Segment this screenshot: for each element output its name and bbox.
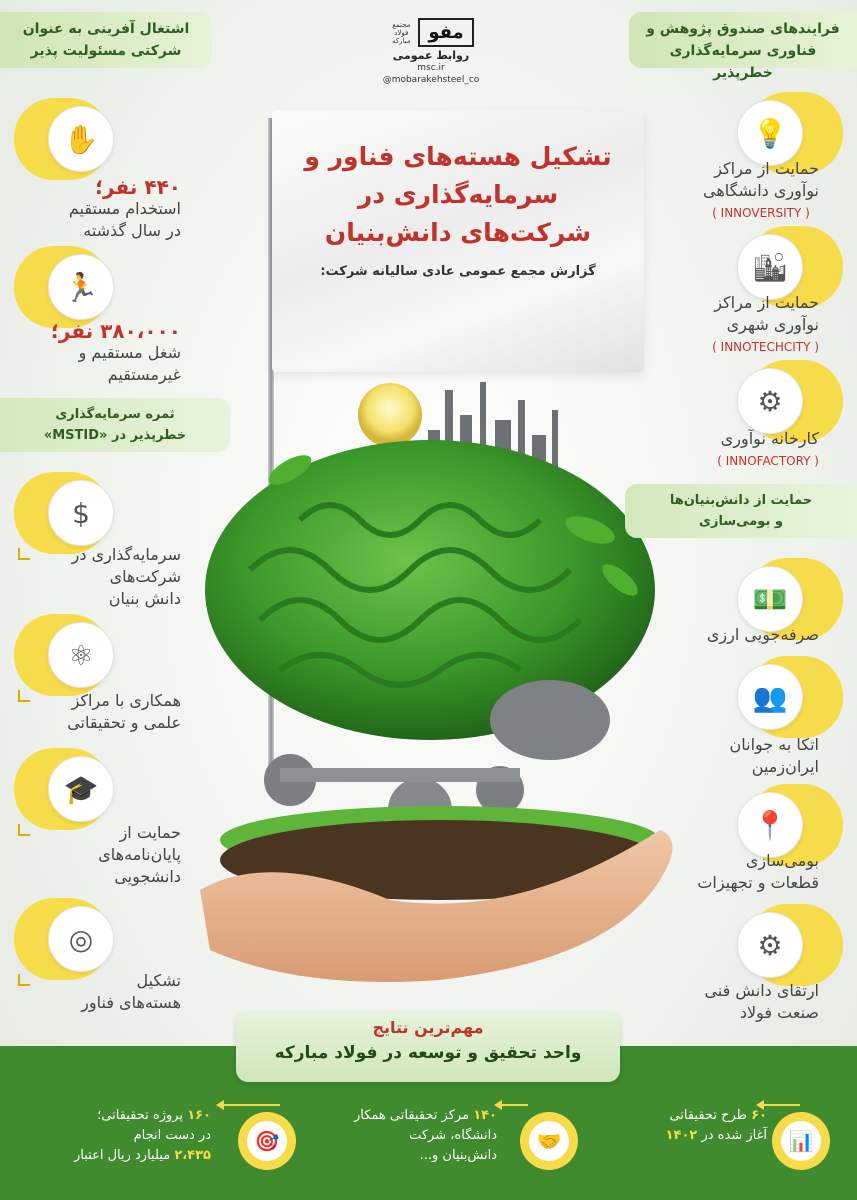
logo-site: msc.ir bbox=[417, 63, 445, 73]
bottom-item-3-num: ۱۶۰ bbox=[187, 1108, 211, 1123]
left-item-6 bbox=[81, 970, 181, 1014]
flag bbox=[272, 110, 644, 372]
bottom-item-1-line-2: آغاز شده در bbox=[701, 1128, 767, 1143]
right-pill-knowledge bbox=[625, 484, 857, 538]
target-gear-icon: 🎯 bbox=[247, 1121, 287, 1161]
bottom-item-1-num2: ۱۴۰۲ bbox=[665, 1128, 698, 1143]
left-bullet-5 bbox=[18, 824, 30, 836]
left-item-3-line-1: سرمایه‌گذاری در bbox=[71, 545, 181, 564]
right-item-2-en: ( INNOTECHCITY ) bbox=[712, 340, 819, 354]
flag-title-line-2: سرمایه‌گذاری در bbox=[357, 180, 559, 209]
left-pill-mstid bbox=[0, 398, 230, 452]
bottom-arrow-3 bbox=[220, 1104, 280, 1106]
left-item-1-line-1: استخدام مستقیم bbox=[68, 199, 181, 218]
bottom-item-1-line-1: طرح تحقیقاتی bbox=[669, 1108, 747, 1123]
left-bullet-4 bbox=[18, 690, 30, 702]
left-item-2-highlight: ۳۸۰،۰۰۰ نفر؛ bbox=[50, 319, 181, 343]
logo-handle: @mobarakehsteel_co bbox=[382, 75, 480, 85]
bottom-item-3-line-3: میلیارد ریال اعتبار bbox=[74, 1148, 171, 1163]
right-item-2-line-2: نوآوری شهری bbox=[726, 315, 819, 334]
graduation-bulb-icon: 💡 bbox=[737, 100, 803, 166]
left-item-6-line-1: تشکیل bbox=[136, 971, 181, 990]
gear-bulb-icon: ⚙ bbox=[737, 368, 803, 434]
left-item-1 bbox=[69, 176, 181, 242]
logo-small-text: مجتمع فولاد مبارکه bbox=[392, 20, 411, 45]
city-bulb-icon: 🏙 bbox=[737, 234, 803, 300]
right-pill-line-2: و بومی‌سازی bbox=[699, 514, 783, 529]
right-item-7-line-2: صنعت فولاد bbox=[739, 1003, 819, 1022]
bottom-item-3-num2: ۲،۴۳۵ bbox=[174, 1148, 211, 1163]
bottom-item-2-line-1: مرکز تحقیقاتی همکار bbox=[353, 1108, 470, 1123]
document-chart-icon: 📊 bbox=[781, 1121, 821, 1161]
handshake-icon: 🤝 bbox=[529, 1121, 569, 1161]
left-item-4 bbox=[67, 690, 181, 734]
bottom-item-2-line-2: دانشگاه، شرکت bbox=[409, 1128, 497, 1143]
right-item-4-line-1: صرفه‌جویی ارزی bbox=[706, 625, 819, 644]
banner-fund-processes: فرایندهای صندوق پژوهش و فناوری سرمایه‌گذاری خطرپذیر bbox=[629, 12, 857, 68]
banner-employment: اشتغال آفرینی به عنوان شرکتی مسئولیت پذیر bbox=[0, 12, 212, 68]
hand-coin-icon: 🎓 bbox=[48, 756, 114, 822]
flag-title-line-1: تشکیل هسته‌های فناور و bbox=[304, 142, 612, 171]
right-item-1-en: ( INNOVERSITY ) bbox=[712, 206, 810, 220]
right-item-3 bbox=[717, 428, 819, 472]
bottom-arrow-2 bbox=[498, 1104, 528, 1106]
results-box bbox=[236, 1012, 620, 1082]
flag-title-line-3: شرکت‌های دانش‌بنیان bbox=[324, 218, 592, 247]
left-item-4-line-2: علمی و تحقیقاتی bbox=[67, 713, 181, 732]
right-item-3-en: ( INNOFACTORY ) bbox=[717, 454, 819, 468]
target-gear-icon-wrap bbox=[238, 1112, 296, 1170]
money-icon: 💵 bbox=[737, 566, 803, 632]
left-item-4-line-1: همکاری با مراکز bbox=[71, 691, 181, 710]
left-item-3 bbox=[72, 544, 181, 610]
right-item-5-line-1: اتکا به جوانان bbox=[729, 735, 819, 754]
core-ring-icon: ◎ bbox=[48, 906, 114, 972]
results-title: مهم‌ترین نتایج bbox=[372, 1018, 484, 1037]
right-item-6-line-1: بومی‌سازی bbox=[745, 851, 819, 870]
left-item-5-line-1: حمایت از bbox=[119, 823, 181, 842]
company-logo bbox=[376, 18, 486, 94]
left-item-1-line-2: در سال گذشته bbox=[83, 221, 181, 240]
head-dollar-icon: $ bbox=[48, 480, 114, 546]
right-item-1 bbox=[703, 158, 819, 224]
right-item-2-line-1: حمایت از مراکز bbox=[714, 293, 819, 312]
bottom-item-3-line-2: در دست انجام bbox=[133, 1128, 211, 1143]
bottom-item-2-num: ۱۴۰ bbox=[473, 1108, 497, 1123]
left-item-5-line-2: پایان‌نامه‌های bbox=[98, 845, 181, 864]
right-item-3-line-1: کارخانه نوآوری bbox=[720, 429, 819, 448]
left-item-2-line-2: غیرمستقیم bbox=[107, 365, 181, 384]
iran-pin-icon: 📍 bbox=[737, 792, 803, 858]
left-bullet-3 bbox=[18, 548, 30, 560]
people-icon: 👥 bbox=[737, 664, 803, 730]
job-run-icon: 🏃 bbox=[48, 254, 114, 320]
right-item-5-line-2: ایران‌زمین bbox=[751, 757, 819, 776]
results-subtitle: واحد تحقیق و توسعه در فولاد مبارکه bbox=[274, 1043, 582, 1063]
left-item-6-line-2: هسته‌های فناور bbox=[81, 993, 181, 1012]
right-item-6 bbox=[697, 850, 819, 894]
light-bulb bbox=[358, 383, 422, 447]
bottom-item-research-projects bbox=[74, 1106, 211, 1166]
left-pill-line-2: خطرپذیر در «MSTID» bbox=[43, 428, 187, 443]
flag-subtitle: گزارش مجمع عمومی عادی سالیانه شرکت: bbox=[320, 264, 596, 279]
left-item-5 bbox=[98, 822, 181, 888]
collaboration-icon: ⚛ bbox=[48, 622, 114, 688]
logo-mark: مفو bbox=[418, 18, 473, 47]
right-item-1-line-2: نوآوری دانشگاهی bbox=[702, 181, 819, 200]
left-item-5-line-3: دانشجویی bbox=[114, 867, 181, 886]
right-item-2 bbox=[712, 292, 819, 358]
left-item-3-line-2: شرکت‌های bbox=[109, 567, 181, 586]
left-item-2-line-1: شغل مستقیم و bbox=[78, 343, 181, 362]
right-item-5 bbox=[730, 734, 820, 778]
document-chart-icon-wrap bbox=[772, 1112, 830, 1170]
bottom-item-3-line-1: پروژه تحقیقاتی؛ bbox=[97, 1108, 184, 1123]
left-bullet-6 bbox=[18, 974, 30, 986]
handshake-icon-wrap bbox=[520, 1112, 578, 1170]
right-item-1-line-1: حمایت از مراکز bbox=[714, 159, 819, 178]
bottom-item-1-num: ۶۰ bbox=[751, 1108, 767, 1123]
bottom-item-research-plans bbox=[666, 1106, 767, 1146]
right-item-7-line-1: ارتقای دانش فنی bbox=[704, 981, 819, 1000]
left-item-3-line-3: دانش بنیان bbox=[108, 589, 181, 608]
brain-hand-illustration bbox=[190, 360, 690, 1000]
right-item-4 bbox=[707, 624, 819, 646]
right-pill-line-1: حمایت از دانش‌بنیان‌ها bbox=[669, 493, 813, 508]
left-item-1-highlight: ۴۴۰ نفر؛ bbox=[95, 175, 181, 199]
right-item-7 bbox=[704, 980, 819, 1024]
right-item-6-line-2: قطعات و تجهیزات bbox=[697, 873, 819, 892]
gear-person-icon: ⚙ bbox=[737, 912, 803, 978]
hand-vote-icon: ✋ bbox=[48, 106, 114, 172]
left-item-2 bbox=[51, 320, 181, 386]
logo-unit: روابط عمومی bbox=[392, 49, 470, 62]
bottom-item-2-line-3: دانش‌بنیان و... bbox=[419, 1148, 497, 1163]
bottom-item-research-centers bbox=[354, 1106, 497, 1166]
left-pill-line-1: ثمره سرمایه‌گذاری bbox=[55, 407, 175, 422]
